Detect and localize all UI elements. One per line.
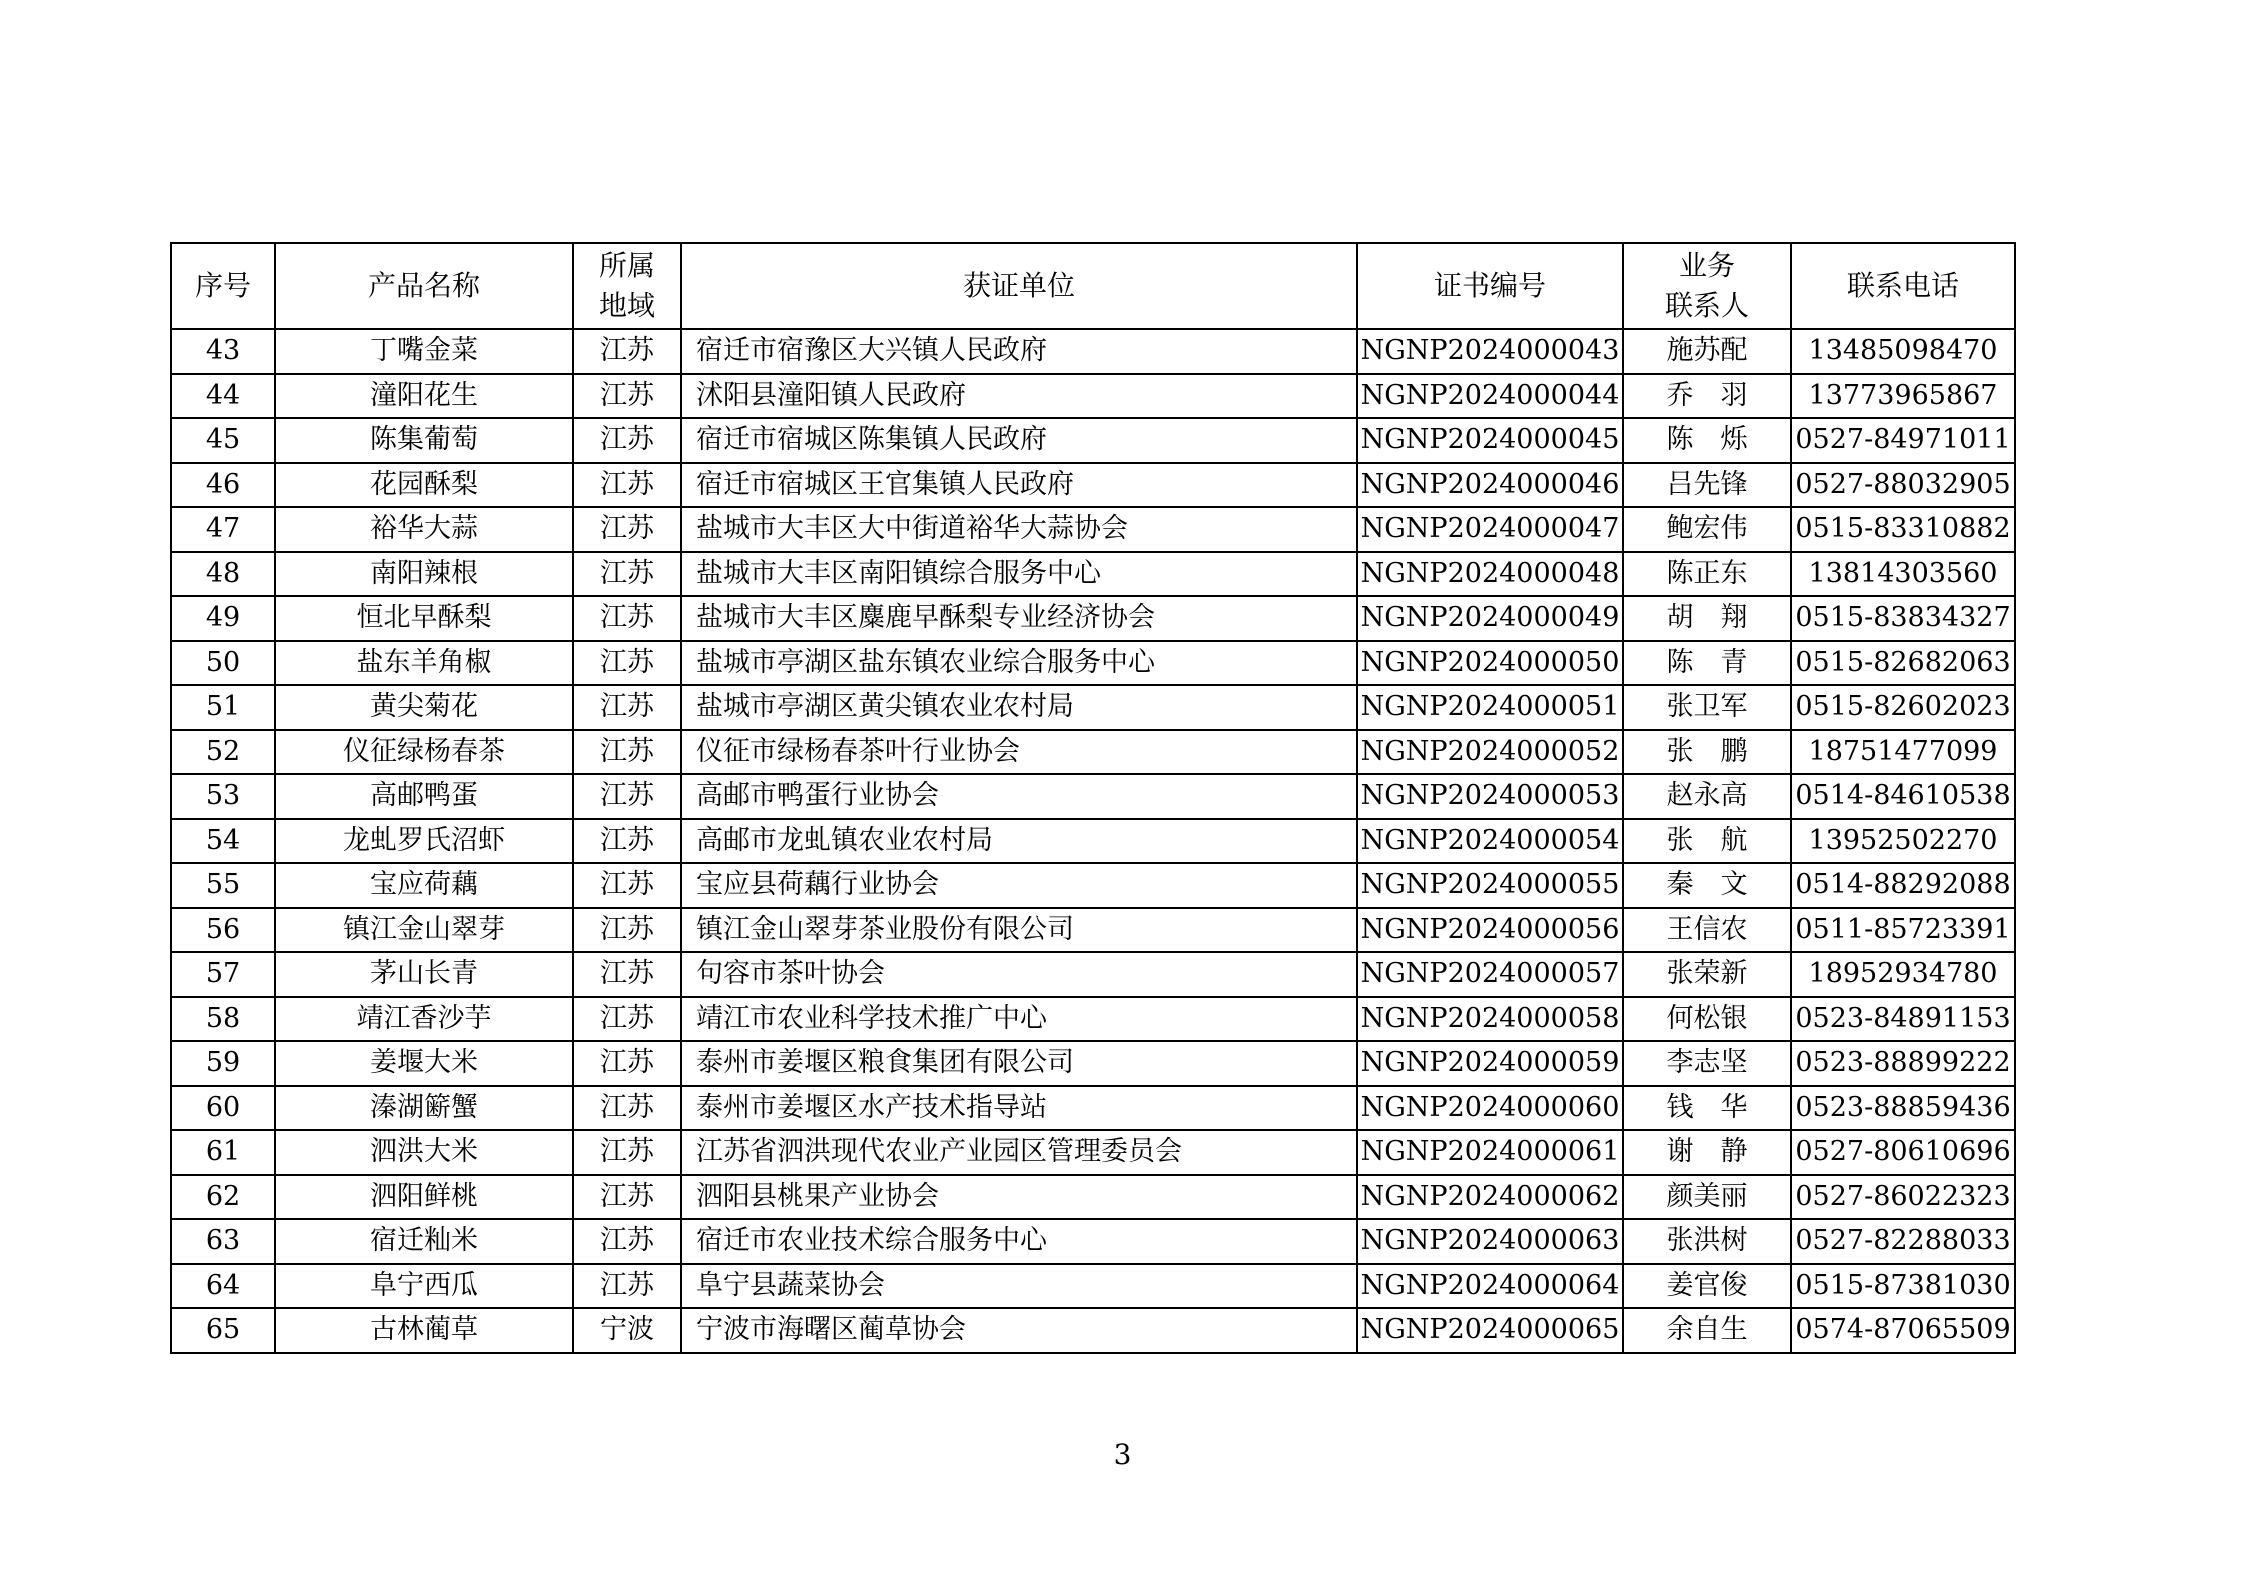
- cell-contact: 王信农: [1623, 908, 1791, 953]
- cell-unit: 仪征市绿杨春茶叶行业协会: [681, 730, 1357, 775]
- cell-phone: 0511-85723391: [1791, 908, 2015, 953]
- cell-product: 茅山长青: [275, 952, 573, 997]
- header-cert: 证书编号: [1357, 243, 1623, 329]
- cell-product: 丁嘴金菜: [275, 329, 573, 374]
- table-row: [171, 418, 2015, 463]
- cell-no: 63: [171, 1219, 275, 1264]
- cell-no: 53: [171, 774, 275, 819]
- cell-cert: NGNP2024000063: [1357, 1219, 1623, 1264]
- cell-contact: 胡 翔: [1623, 596, 1791, 641]
- table-row: [171, 1264, 2015, 1309]
- cell-unit: 宿迁市宿城区王官集镇人民政府: [681, 463, 1357, 508]
- cell-region: 江苏: [573, 1219, 681, 1264]
- cell-contact: 秦 文: [1623, 863, 1791, 908]
- cell-no: 59: [171, 1041, 275, 1086]
- table-row: [171, 641, 2015, 686]
- cell-product: 姜堰大米: [275, 1041, 573, 1086]
- cell-no: 51: [171, 685, 275, 730]
- header-unit: 获证单位: [681, 243, 1357, 329]
- cell-phone: 0574-87065509: [1791, 1308, 2015, 1353]
- cell-no: 45: [171, 418, 275, 463]
- cell-unit: 宿迁市农业技术综合服务中心: [681, 1219, 1357, 1264]
- cell-unit: 盐城市大丰区麋鹿早酥梨专业经济协会: [681, 596, 1357, 641]
- table-row: [171, 997, 2015, 1042]
- cell-cert: NGNP2024000049: [1357, 596, 1623, 641]
- cell-product: 溱湖簖蟹: [275, 1086, 573, 1131]
- cell-region: 江苏: [573, 463, 681, 508]
- cell-product: 盐东羊角椒: [275, 641, 573, 686]
- cell-cert: NGNP2024000058: [1357, 997, 1623, 1042]
- cell-contact: 张卫军: [1623, 685, 1791, 730]
- table-row: [171, 374, 2015, 419]
- cell-region: 江苏: [573, 596, 681, 641]
- cell-product: 黄尖菊花: [275, 685, 573, 730]
- cell-cert: NGNP2024000062: [1357, 1175, 1623, 1220]
- table-row: [171, 1041, 2015, 1086]
- cell-cert: NGNP2024000043: [1357, 329, 1623, 374]
- cell-cert: NGNP2024000052: [1357, 730, 1623, 775]
- cell-contact: 张荣新: [1623, 952, 1791, 997]
- table-header-row: [171, 243, 2015, 329]
- cell-cert: NGNP2024000044: [1357, 374, 1623, 419]
- cell-phone: 13485098470: [1791, 329, 2015, 374]
- cell-phone: 13773965867: [1791, 374, 2015, 419]
- header-contact: [1623, 243, 1791, 329]
- cell-unit: 沭阳县潼阳镇人民政府: [681, 374, 1357, 419]
- cell-cert: NGNP2024000054: [1357, 819, 1623, 864]
- cell-product: 镇江金山翠芽: [275, 908, 573, 953]
- cell-no: 49: [171, 596, 275, 641]
- cell-no: 44: [171, 374, 275, 419]
- header-no: 序号: [171, 243, 275, 329]
- cell-no: 54: [171, 819, 275, 864]
- table-row: [171, 819, 2015, 864]
- cell-unit: 宝应县荷藕行业协会: [681, 863, 1357, 908]
- cell-contact: 张洪树: [1623, 1219, 1791, 1264]
- cell-unit: 泗阳县桃果产业协会: [681, 1175, 1357, 1220]
- cell-phone: 0527-84971011: [1791, 418, 2015, 463]
- cell-phone: 0527-88032905: [1791, 463, 2015, 508]
- header-region-line2: 地域: [598, 289, 655, 322]
- table-row: [171, 908, 2015, 953]
- cell-phone: 0515-83310882: [1791, 507, 2015, 552]
- cell-unit: 盐城市亭湖区盐东镇农业综合服务中心: [681, 641, 1357, 686]
- table-row: [171, 463, 2015, 508]
- cell-unit: 盐城市大丰区大中街道裕华大蒜协会: [681, 507, 1357, 552]
- cell-phone: 0527-82288033: [1791, 1219, 2015, 1264]
- cell-no: 57: [171, 952, 275, 997]
- table-row: [171, 730, 2015, 775]
- table-row: [171, 863, 2015, 908]
- page-number: 3: [1113, 1438, 1132, 1471]
- cell-unit: 泰州市姜堰区粮食集团有限公司: [681, 1041, 1357, 1086]
- cell-phone: 13814303560: [1791, 552, 2015, 597]
- cell-phone: 18751477099: [1791, 730, 2015, 775]
- cell-cert: NGNP2024000056: [1357, 908, 1623, 953]
- header-region: [573, 243, 681, 329]
- cell-phone: 0523-88899222: [1791, 1041, 2015, 1086]
- cell-unit: 宿迁市宿城区陈集镇人民政府: [681, 418, 1357, 463]
- cell-unit: 盐城市亭湖区黄尖镇农业农村局: [681, 685, 1357, 730]
- cell-contact: 钱 华: [1623, 1086, 1791, 1131]
- cell-contact: 张 航: [1623, 819, 1791, 864]
- cell-product: 花园酥梨: [275, 463, 573, 508]
- table-row: [171, 685, 2015, 730]
- table-row: [171, 1130, 2015, 1175]
- cell-region: 江苏: [573, 1130, 681, 1175]
- cell-phone: 0527-80610696: [1791, 1130, 2015, 1175]
- cell-product: 宝应荷藕: [275, 863, 573, 908]
- certificate-table: [170, 242, 2016, 1354]
- cell-phone: 0515-83834327: [1791, 596, 2015, 641]
- cell-unit: 宿迁市宿豫区大兴镇人民政府: [681, 329, 1357, 374]
- table-row: [171, 552, 2015, 597]
- cell-cert: NGNP2024000057: [1357, 952, 1623, 997]
- cell-contact: 余自生: [1623, 1308, 1791, 1353]
- cell-product: 南阳辣根: [275, 552, 573, 597]
- cell-region: 江苏: [573, 730, 681, 775]
- table-row: [171, 596, 2015, 641]
- cell-cert: NGNP2024000053: [1357, 774, 1623, 819]
- cell-no: 43: [171, 329, 275, 374]
- cell-cert: NGNP2024000046: [1357, 463, 1623, 508]
- cell-region: 江苏: [573, 507, 681, 552]
- cell-region: 江苏: [573, 908, 681, 953]
- cell-region: 江苏: [573, 685, 681, 730]
- cell-no: 52: [171, 730, 275, 775]
- cell-region: 江苏: [573, 1086, 681, 1131]
- cell-no: 46: [171, 463, 275, 508]
- cell-contact: 鲍宏伟: [1623, 507, 1791, 552]
- cell-cert: NGNP2024000061: [1357, 1130, 1623, 1175]
- cell-product: 宿迁籼米: [275, 1219, 573, 1264]
- cell-product: 裕华大蒜: [275, 507, 573, 552]
- table-row: [171, 507, 2015, 552]
- header-region-line1: 所属: [598, 249, 655, 282]
- cell-region: 江苏: [573, 552, 681, 597]
- cell-no: 58: [171, 997, 275, 1042]
- cell-unit: 镇江金山翠芽茶业股份有限公司: [681, 908, 1357, 953]
- cell-product: 泗阳鲜桃: [275, 1175, 573, 1220]
- cell-unit: 宁波市海曙区蔺草协会: [681, 1308, 1357, 1353]
- cell-cert: NGNP2024000048: [1357, 552, 1623, 597]
- cell-phone: 0514-88292088: [1791, 863, 2015, 908]
- cell-product: 古林蔺草: [275, 1308, 573, 1353]
- cell-region: 江苏: [573, 1264, 681, 1309]
- cell-region: 江苏: [573, 329, 681, 374]
- cell-contact: 谢 静: [1623, 1130, 1791, 1175]
- cell-product: 阜宁西瓜: [275, 1264, 573, 1309]
- cell-phone: 18952934780: [1791, 952, 2015, 997]
- cell-no: 60: [171, 1086, 275, 1131]
- cell-no: 47: [171, 507, 275, 552]
- cell-contact: 赵永高: [1623, 774, 1791, 819]
- cell-no: 48: [171, 552, 275, 597]
- cell-contact: 陈 青: [1623, 641, 1791, 686]
- cell-phone: 0515-82682063: [1791, 641, 2015, 686]
- header-contact-line1: 业务: [1678, 249, 1735, 282]
- cell-unit: 江苏省泗洪现代农业产业园区管理委员会: [681, 1130, 1357, 1175]
- cell-cert: NGNP2024000059: [1357, 1041, 1623, 1086]
- cell-product: 陈集葡萄: [275, 418, 573, 463]
- cell-region: 宁波: [573, 1308, 681, 1353]
- cell-product: 高邮鸭蛋: [275, 774, 573, 819]
- cell-region: 江苏: [573, 997, 681, 1042]
- cell-region: 江苏: [573, 641, 681, 686]
- cell-contact: 陈正东: [1623, 552, 1791, 597]
- header-product: 产品名称: [275, 243, 573, 329]
- cell-phone: 0515-87381030: [1791, 1264, 2015, 1309]
- cell-region: 江苏: [573, 374, 681, 419]
- cell-contact: 张 鹏: [1623, 730, 1791, 775]
- cell-no: 56: [171, 908, 275, 953]
- cell-phone: 13952502270: [1791, 819, 2015, 864]
- cell-cert: NGNP2024000065: [1357, 1308, 1623, 1353]
- cell-phone: 0527-86022323: [1791, 1175, 2015, 1220]
- cell-unit: 泰州市姜堰区水产技术指导站: [681, 1086, 1357, 1131]
- cell-region: 江苏: [573, 1041, 681, 1086]
- cell-no: 65: [171, 1308, 275, 1353]
- table-row: [171, 1086, 2015, 1131]
- cell-no: 62: [171, 1175, 275, 1220]
- cell-cert: NGNP2024000047: [1357, 507, 1623, 552]
- cell-cert: NGNP2024000051: [1357, 685, 1623, 730]
- cell-contact: 乔 羽: [1623, 374, 1791, 419]
- cell-product: 泗洪大米: [275, 1130, 573, 1175]
- table-row: [171, 1175, 2015, 1220]
- cell-phone: 0523-88859436: [1791, 1086, 2015, 1131]
- cell-phone: 0515-82602023: [1791, 685, 2015, 730]
- cell-contact: 颜美丽: [1623, 1175, 1791, 1220]
- header-contact-line2: 联系人: [1664, 289, 1749, 322]
- cell-product: 恒北早酥梨: [275, 596, 573, 641]
- table-body: [171, 329, 2015, 1353]
- cell-cert: NGNP2024000060: [1357, 1086, 1623, 1131]
- cell-contact: 姜官俊: [1623, 1264, 1791, 1309]
- cell-region: 江苏: [573, 1175, 681, 1220]
- cell-cert: NGNP2024000055: [1357, 863, 1623, 908]
- table-row: [171, 952, 2015, 997]
- cell-contact: 何松银: [1623, 997, 1791, 1042]
- cell-unit: 句容市茶叶协会: [681, 952, 1357, 997]
- table-row: [171, 1219, 2015, 1264]
- cell-contact: 施苏配: [1623, 329, 1791, 374]
- cell-product: 靖江香沙芋: [275, 997, 573, 1042]
- cell-phone: 0514-84610538: [1791, 774, 2015, 819]
- cell-region: 江苏: [573, 863, 681, 908]
- header-phone: 联系电话: [1791, 243, 2015, 329]
- cell-no: 64: [171, 1264, 275, 1309]
- cell-contact: 陈 烁: [1623, 418, 1791, 463]
- cell-unit: 高邮市龙虬镇农业农村局: [681, 819, 1357, 864]
- table-row: [171, 329, 2015, 374]
- cell-region: 江苏: [573, 952, 681, 997]
- cell-unit: 高邮市鸭蛋行业协会: [681, 774, 1357, 819]
- cell-unit: 盐城市大丰区南阳镇综合服务中心: [681, 552, 1357, 597]
- cell-contact: 李志坚: [1623, 1041, 1791, 1086]
- table-row: [171, 1308, 2015, 1353]
- cell-region: 江苏: [573, 774, 681, 819]
- cell-cert: NGNP2024000045: [1357, 418, 1623, 463]
- cell-no: 50: [171, 641, 275, 686]
- cell-no: 55: [171, 863, 275, 908]
- cell-contact: 吕先锋: [1623, 463, 1791, 508]
- cell-region: 江苏: [573, 418, 681, 463]
- cell-unit: 靖江市农业科学技术推广中心: [681, 997, 1357, 1042]
- cell-product: 潼阳花生: [275, 374, 573, 419]
- cell-cert: NGNP2024000064: [1357, 1264, 1623, 1309]
- cell-unit: 阜宁县蔬菜协会: [681, 1264, 1357, 1309]
- cell-region: 江苏: [573, 819, 681, 864]
- table-row: [171, 774, 2015, 819]
- cell-product: 龙虬罗氏沼虾: [275, 819, 573, 864]
- cell-product: 仪征绿杨春茶: [275, 730, 573, 775]
- cell-cert: NGNP2024000050: [1357, 641, 1623, 686]
- cell-phone: 0523-84891153: [1791, 997, 2015, 1042]
- cell-no: 61: [171, 1130, 275, 1175]
